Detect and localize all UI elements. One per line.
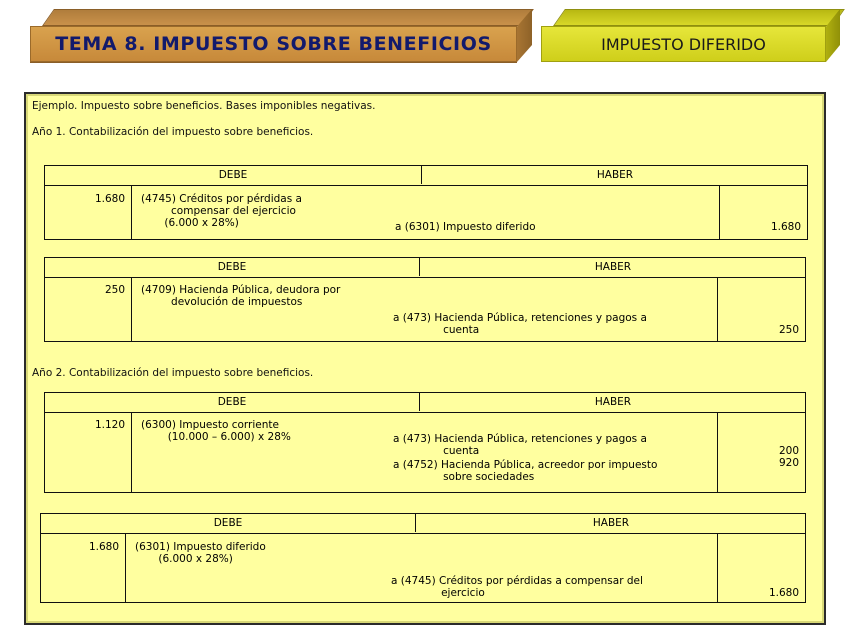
debit-amount: 1.680 bbox=[94, 193, 125, 205]
section-title: IMPUESTO DIFERIDO bbox=[601, 34, 766, 54]
journal-entry-1 bbox=[44, 165, 808, 240]
chapter-title-tab[interactable] bbox=[30, 26, 517, 62]
header-split bbox=[419, 258, 420, 276]
header-divider bbox=[45, 277, 805, 278]
debe-header: DEBE bbox=[217, 261, 247, 273]
credit-amount: 200 bbox=[778, 445, 799, 457]
debit-account-line: compensar del ejercicio bbox=[141, 205, 296, 217]
debit-amount: 250 bbox=[104, 284, 125, 296]
example-panel bbox=[24, 92, 826, 625]
debit-account-line: (6300) Impuesto corriente bbox=[141, 419, 279, 431]
debit-account-line: (6.000 x 28%) bbox=[141, 217, 239, 229]
credit-amount: 1.680 bbox=[770, 221, 801, 233]
header-split bbox=[421, 166, 422, 184]
credit-amount: 250 bbox=[778, 324, 799, 336]
title-tab-top bbox=[42, 9, 534, 26]
journal-entry-3 bbox=[44, 392, 806, 493]
credit-account-line: ejercicio bbox=[391, 587, 485, 599]
debe-header: DEBE bbox=[217, 396, 247, 408]
section-title-tab[interactable] bbox=[541, 26, 826, 62]
credit-account-line: a (473) Hacienda Pública, retenciones y pagos a bbox=[393, 312, 647, 324]
debit-amount-divider bbox=[131, 412, 132, 492]
haber-header: HABER bbox=[592, 517, 630, 529]
credit-account-line: a (6301) Impuesto diferido bbox=[395, 221, 536, 233]
debit-account-line: devolución de impuestos bbox=[141, 296, 303, 308]
credit-amount: 1.680 bbox=[768, 587, 799, 599]
debit-account-line: (6.000 x 28%) bbox=[135, 553, 233, 565]
journal-entry-4 bbox=[40, 513, 806, 603]
journal-entry-2 bbox=[44, 257, 806, 342]
debit-account-line: (4709) Hacienda Pública, deudora por bbox=[141, 284, 341, 296]
debit-account-line: (4745) Créditos por pérdidas a bbox=[141, 193, 302, 205]
debit-account-line: (6301) Impuesto diferido bbox=[135, 541, 266, 553]
section-tab-top bbox=[553, 9, 845, 26]
credit-account-line: a (473) Hacienda Pública, retenciones y pagos a bbox=[393, 433, 647, 445]
debit-account-line: (10.000 – 6.000) x 28% bbox=[141, 431, 291, 443]
header-divider bbox=[45, 185, 807, 186]
debit-amount-divider bbox=[125, 533, 126, 602]
haber-header: HABER bbox=[594, 261, 632, 273]
header-divider bbox=[41, 533, 805, 534]
credit-account-line: cuenta bbox=[393, 445, 480, 457]
header-split bbox=[419, 393, 420, 411]
header-split bbox=[415, 514, 416, 532]
haber-header: HABER bbox=[596, 169, 634, 181]
haber-header: HABER bbox=[594, 396, 632, 408]
credit-account-line: a (4745) Créditos por pérdidas a compensar del bbox=[391, 575, 643, 587]
header-divider bbox=[45, 412, 805, 413]
credit-amount: 920 bbox=[778, 457, 799, 469]
debit-amount: 1.120 bbox=[94, 419, 125, 431]
credit-account-line: sobre sociedades bbox=[393, 471, 535, 483]
credit-account-line: cuenta bbox=[393, 324, 480, 336]
chapter-title: TEMA 8. IMPUESTO SOBRE BENEFICIOS bbox=[55, 33, 492, 55]
example-heading: Ejemplo. Impuesto sobre beneficios. Bases imponibles negativas. bbox=[32, 100, 376, 112]
credit-account-line: a (4752) Hacienda Pública, acreedor por impuesto bbox=[393, 459, 658, 471]
debit-amount: 1.680 bbox=[88, 541, 119, 553]
debit-amount-divider bbox=[131, 185, 132, 239]
debe-header: DEBE bbox=[218, 169, 248, 181]
debit-amount-divider bbox=[131, 277, 132, 341]
debe-header: DEBE bbox=[213, 517, 243, 529]
year1-heading: Año 1. Contabilización del impuesto sobre beneficios. bbox=[32, 126, 314, 138]
year2-heading: Año 2. Contabilización del impuesto sobre beneficios. bbox=[32, 367, 314, 379]
